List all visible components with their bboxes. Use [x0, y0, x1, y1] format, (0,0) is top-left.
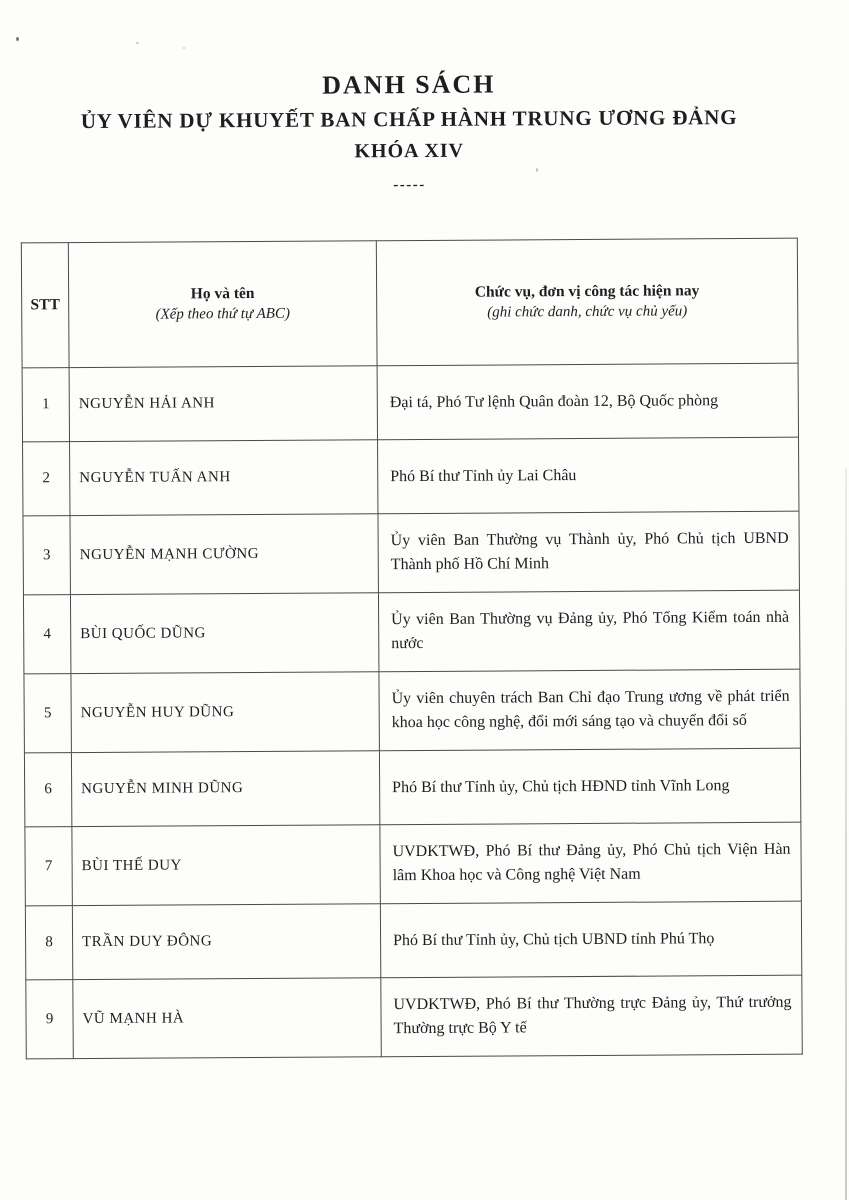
scan-speck	[136, 42, 139, 44]
header-stt	[21, 243, 69, 368]
cell-position: Ủy viên Ban Thường vụ Thành ủy, Phó Chủ tịch UBND Thành phố Hồ Chí Minh	[378, 511, 799, 593]
title-divider: -----	[393, 176, 426, 194]
cell-position: Phó Bí thư Tỉnh ủy, Chủ tịch UBND tỉnh Phú Thọ	[380, 901, 801, 978]
table-row	[23, 511, 799, 595]
cell-stt: 9	[26, 980, 73, 1059]
table-row	[25, 822, 801, 906]
page-subtitle: ỦY VIÊN DỰ KHUYẾT BAN CHẤP HÀNH TRUNG ƯƠNG ĐẢNG	[80, 105, 738, 134]
cell-stt: 5	[24, 674, 71, 753]
header-stt-label: STT	[30, 296, 60, 314]
cell-name: NGUYỄN HẢI ANH	[69, 366, 377, 442]
cell-name: BÙI THẾ DUY	[72, 825, 380, 906]
cell-position: Đại tá, Phó Tư lệnh Quân đoàn 12, Bộ Quốc phòng	[377, 363, 798, 440]
table-row	[25, 901, 801, 980]
cell-name: NGUYỄN MINH DŨNG	[71, 751, 379, 827]
scan-speck	[16, 37, 19, 41]
cell-stt: 1	[22, 368, 69, 442]
cell-name: NGUYỄN HUY DŨNG	[71, 672, 379, 753]
cell-name: VŨ MẠNH HÀ	[73, 978, 381, 1059]
page-term: KHÓA XIV	[354, 139, 465, 163]
header-position-main: Chức vụ, đơn vị công tác hiện nay	[474, 282, 700, 301]
header-name-main: Họ và tên	[190, 285, 255, 303]
cell-position: Phó Bí thư Tỉnh ủy, Chủ tịch HĐND tỉnh Vĩnh Long	[379, 748, 800, 825]
cell-position: Ủy viên Ban Thường vụ Đảng ủy, Phó Tổng Kiểm toán nhà nước	[378, 590, 799, 672]
scan-speck	[536, 168, 538, 172]
table-row	[24, 669, 800, 753]
member-table	[21, 238, 803, 1060]
header-position	[376, 238, 798, 366]
cell-position: Ủy viên chuyên trách Ban Chỉ đạo Trung ương về phát triển khoa học công nghệ, đổi mới sáng tạo và chuyển đổi số	[379, 669, 800, 751]
cell-name: TRẦN DUY ĐÔNG	[72, 904, 380, 980]
cell-position: UVDKTWĐ, Phó Bí thư Thường trực Đảng ủy, Thứ trưởng Thường trực Bộ Y tế	[381, 975, 802, 1057]
cell-name: NGUYỄN TUẤN ANH	[70, 440, 378, 516]
cell-name: NGUYỄN MẠNH CƯỜNG	[70, 514, 378, 595]
cell-position: Phó Bí thư Tỉnh ủy Lai Châu	[378, 437, 799, 514]
table-row	[23, 590, 799, 674]
cell-stt: 7	[25, 827, 72, 906]
cell-stt: 8	[25, 906, 72, 980]
table-row	[22, 363, 798, 442]
header-name-sub: (Xếp theo thứ tự ABC)	[155, 305, 291, 323]
cell-name: BÙI QUỐC DŨNG	[70, 593, 378, 674]
table-header-row	[21, 238, 798, 368]
cell-position: UVDKTWĐ, Phó Bí thư Đảng ủy, Phó Chủ tịch Viện Hàn lâm Khoa học và Công nghệ Việt Nam	[380, 822, 801, 904]
table-row	[23, 437, 799, 516]
page-title: DANH SÁCH	[322, 69, 496, 100]
cell-stt: 6	[24, 753, 71, 827]
title-block	[9, 68, 810, 197]
table-row	[24, 748, 800, 827]
table-row	[26, 975, 802, 1059]
scan-edge-line	[845, 468, 847, 1200]
header-name	[68, 241, 377, 368]
cell-stt: 2	[23, 442, 70, 516]
scan-speck	[183, 47, 185, 49]
member-table-body	[22, 363, 802, 1059]
cell-stt: 3	[23, 516, 70, 595]
cell-stt: 4	[23, 595, 70, 674]
header-position-sub: (ghi chức danh, chức vụ chủ yếu)	[487, 303, 688, 321]
